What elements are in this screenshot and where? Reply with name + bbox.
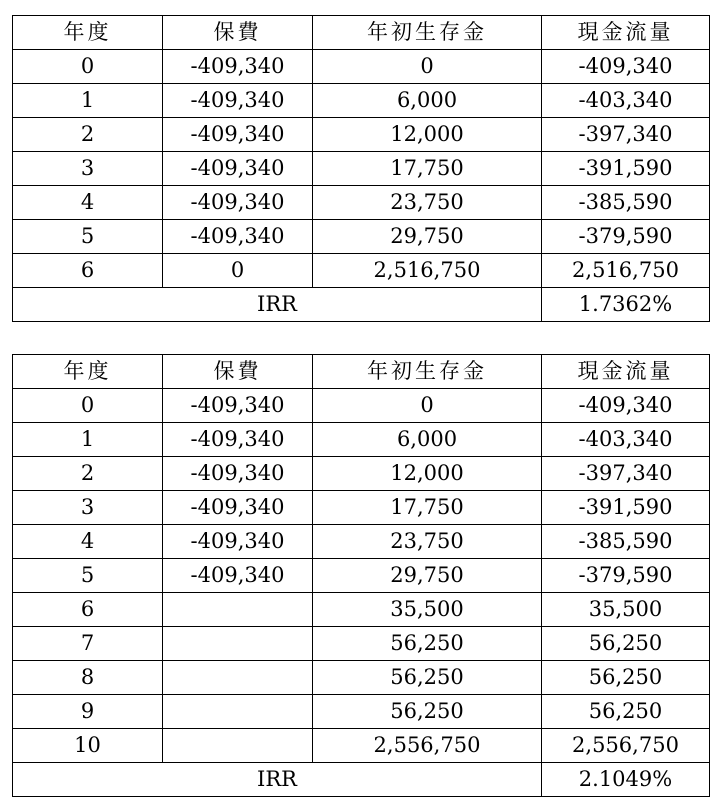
year-cell: 0: [13, 389, 163, 423]
table-row: [13, 389, 710, 423]
year-cell: 8: [13, 661, 163, 695]
table-row: [13, 729, 710, 763]
table-row: [13, 118, 710, 152]
premium-cell: [163, 695, 313, 729]
cash-flow-cell: 35,500: [542, 593, 710, 627]
irr-value: 1.7362%: [542, 288, 710, 322]
cash-flow-cell: -391,590: [542, 491, 710, 525]
year-cell: 6: [13, 254, 163, 288]
year-cell: 4: [13, 525, 163, 559]
premium-cell: -409,340: [163, 50, 313, 84]
premium-cell: 0: [163, 254, 313, 288]
premium-cell: -409,340: [163, 491, 313, 525]
table-row: [13, 50, 710, 84]
survival-benefit-cell: 0: [313, 389, 542, 423]
survival-benefit-cell: 2,516,750: [313, 254, 542, 288]
survival-benefit-cell: 17,750: [313, 491, 542, 525]
table-row: [13, 84, 710, 118]
header-cash-flow: 現金流量: [542, 355, 710, 389]
survival-benefit-cell: 29,750: [313, 559, 542, 593]
cash-flow-cell: -385,590: [542, 186, 710, 220]
survival-benefit-cell: 0: [313, 50, 542, 84]
year-cell: 0: [13, 50, 163, 84]
cash-flow-cell: 56,250: [542, 695, 710, 729]
table-row: [13, 695, 710, 729]
header-row: [13, 16, 710, 50]
survival-benefit-cell: 56,250: [313, 695, 542, 729]
survival-benefit-cell: 35,500: [313, 593, 542, 627]
table-row: [13, 593, 710, 627]
table-row: [13, 627, 710, 661]
premium-cell: [163, 627, 313, 661]
year-cell: 1: [13, 84, 163, 118]
survival-benefit-cell: 23,750: [313, 525, 542, 559]
year-cell: 3: [13, 152, 163, 186]
header-premium: 保費: [163, 16, 313, 50]
premium-cell: -409,340: [163, 389, 313, 423]
premium-cell: -409,340: [163, 457, 313, 491]
cash-flow-cell: 2,556,750: [542, 729, 710, 763]
premium-cell: -409,340: [163, 186, 313, 220]
cash-flow-cell: -385,590: [542, 525, 710, 559]
cash-flow-cell: -379,590: [542, 220, 710, 254]
cash-flow-cell: 56,250: [542, 627, 710, 661]
header-year: 年度: [13, 355, 163, 389]
header-premium: 保費: [163, 355, 313, 389]
header-year: 年度: [13, 16, 163, 50]
year-cell: 4: [13, 186, 163, 220]
premium-cell: -409,340: [163, 84, 313, 118]
header-survival-benefit: 年初生存金: [313, 355, 542, 389]
cash-flow-cell: -409,340: [542, 389, 710, 423]
premium-cell: -409,340: [163, 220, 313, 254]
year-cell: 10: [13, 729, 163, 763]
table-row: [13, 254, 710, 288]
irr-label: IRR: [13, 288, 542, 322]
table-row: [13, 220, 710, 254]
irr-row: [13, 763, 710, 797]
survival-benefit-cell: 17,750: [313, 152, 542, 186]
cash-flow-cell: -403,340: [542, 84, 710, 118]
year-cell: 2: [13, 457, 163, 491]
year-cell: 3: [13, 491, 163, 525]
year-cell: 9: [13, 695, 163, 729]
table-row: [13, 525, 710, 559]
table-row: [13, 559, 710, 593]
table-row: [13, 491, 710, 525]
table-row: [13, 457, 710, 491]
survival-benefit-cell: 56,250: [313, 661, 542, 695]
year-cell: 5: [13, 220, 163, 254]
premium-cell: -409,340: [163, 525, 313, 559]
survival-benefit-cell: 2,556,750: [313, 729, 542, 763]
survival-benefit-cell: 23,750: [313, 186, 542, 220]
irr-label: IRR: [13, 763, 542, 797]
premium-cell: -409,340: [163, 118, 313, 152]
cash-flow-cell: -391,590: [542, 152, 710, 186]
survival-benefit-cell: 12,000: [313, 457, 542, 491]
premium-cell: -409,340: [163, 423, 313, 457]
header-cash-flow: 現金流量: [542, 16, 710, 50]
cash-flow-cell: 2,516,750: [542, 254, 710, 288]
cash-flow-cell: -403,340: [542, 423, 710, 457]
cash-flow-table-2: [12, 354, 710, 797]
cash-flow-table-1: [12, 15, 710, 322]
premium-cell: [163, 593, 313, 627]
premium-cell: [163, 729, 313, 763]
survival-benefit-cell: 6,000: [313, 84, 542, 118]
header-survival-benefit: 年初生存金: [313, 16, 542, 50]
cash-flow-cell: -397,340: [542, 457, 710, 491]
cash-flow-cell: 56,250: [542, 661, 710, 695]
year-cell: 6: [13, 593, 163, 627]
table-row: [13, 152, 710, 186]
premium-cell: [163, 661, 313, 695]
year-cell: 5: [13, 559, 163, 593]
premium-cell: -409,340: [163, 152, 313, 186]
survival-benefit-cell: 6,000: [313, 423, 542, 457]
cash-flow-cell: -397,340: [542, 118, 710, 152]
header-row: [13, 355, 710, 389]
survival-benefit-cell: 29,750: [313, 220, 542, 254]
survival-benefit-cell: 56,250: [313, 627, 542, 661]
cash-flow-cell: -409,340: [542, 50, 710, 84]
irr-row: [13, 288, 710, 322]
year-cell: 1: [13, 423, 163, 457]
survival-benefit-cell: 12,000: [313, 118, 542, 152]
cash-flow-cell: -379,590: [542, 559, 710, 593]
irr-value: 2.1049%: [542, 763, 710, 797]
premium-cell: -409,340: [163, 559, 313, 593]
table-row: [13, 423, 710, 457]
year-cell: 7: [13, 627, 163, 661]
table-row: [13, 186, 710, 220]
year-cell: 2: [13, 118, 163, 152]
table-row: [13, 661, 710, 695]
